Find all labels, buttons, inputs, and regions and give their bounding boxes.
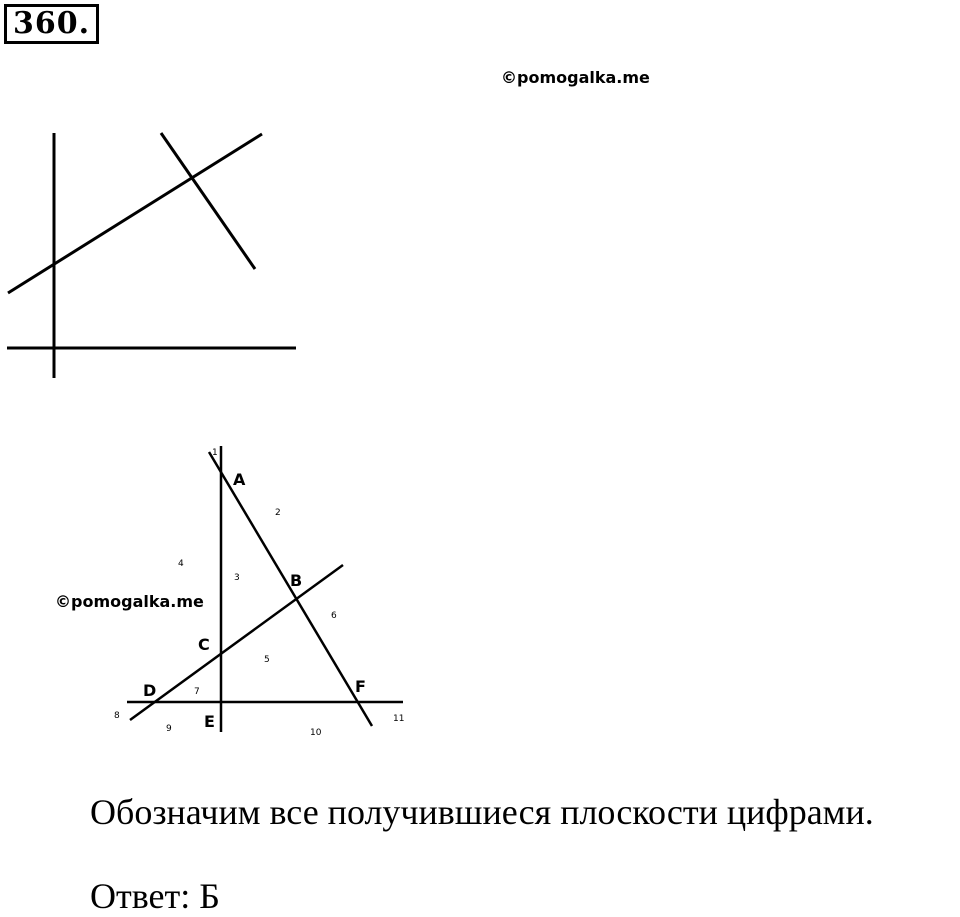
point-B-label: B — [290, 571, 303, 590]
point-F-label: F — [355, 677, 366, 696]
point-D-label: D — [143, 681, 157, 700]
watermark-middle: ©pomogalka.me — [55, 592, 204, 611]
region-1-label: 1 — [212, 448, 218, 458]
region-6-label: 6 — [331, 611, 337, 621]
point-C-label: C — [198, 635, 210, 654]
region-4-label: 4 — [178, 559, 184, 569]
watermark-top: ©pomogalka.me — [501, 68, 650, 87]
region-9-label: 9 — [166, 724, 172, 734]
line-DB — [130, 565, 343, 720]
problem-number: 360. — [4, 4, 99, 44]
region-11-label: 11 — [393, 714, 405, 724]
region-7-label: 7 — [194, 687, 200, 697]
region-3-label: 3 — [234, 573, 240, 583]
explanation-text: Обозначим все получившиеся плоскости цифрами. — [90, 792, 874, 832]
point-E-label: E — [204, 712, 215, 731]
region-10-label: 10 — [310, 728, 322, 738]
answer-text: Ответ: Б — [90, 876, 220, 916]
region-5-label: 5 — [264, 655, 270, 665]
point-A-label: A — [233, 470, 246, 489]
region-8-label: 8 — [114, 711, 120, 721]
region-2-label: 2 — [275, 508, 281, 518]
